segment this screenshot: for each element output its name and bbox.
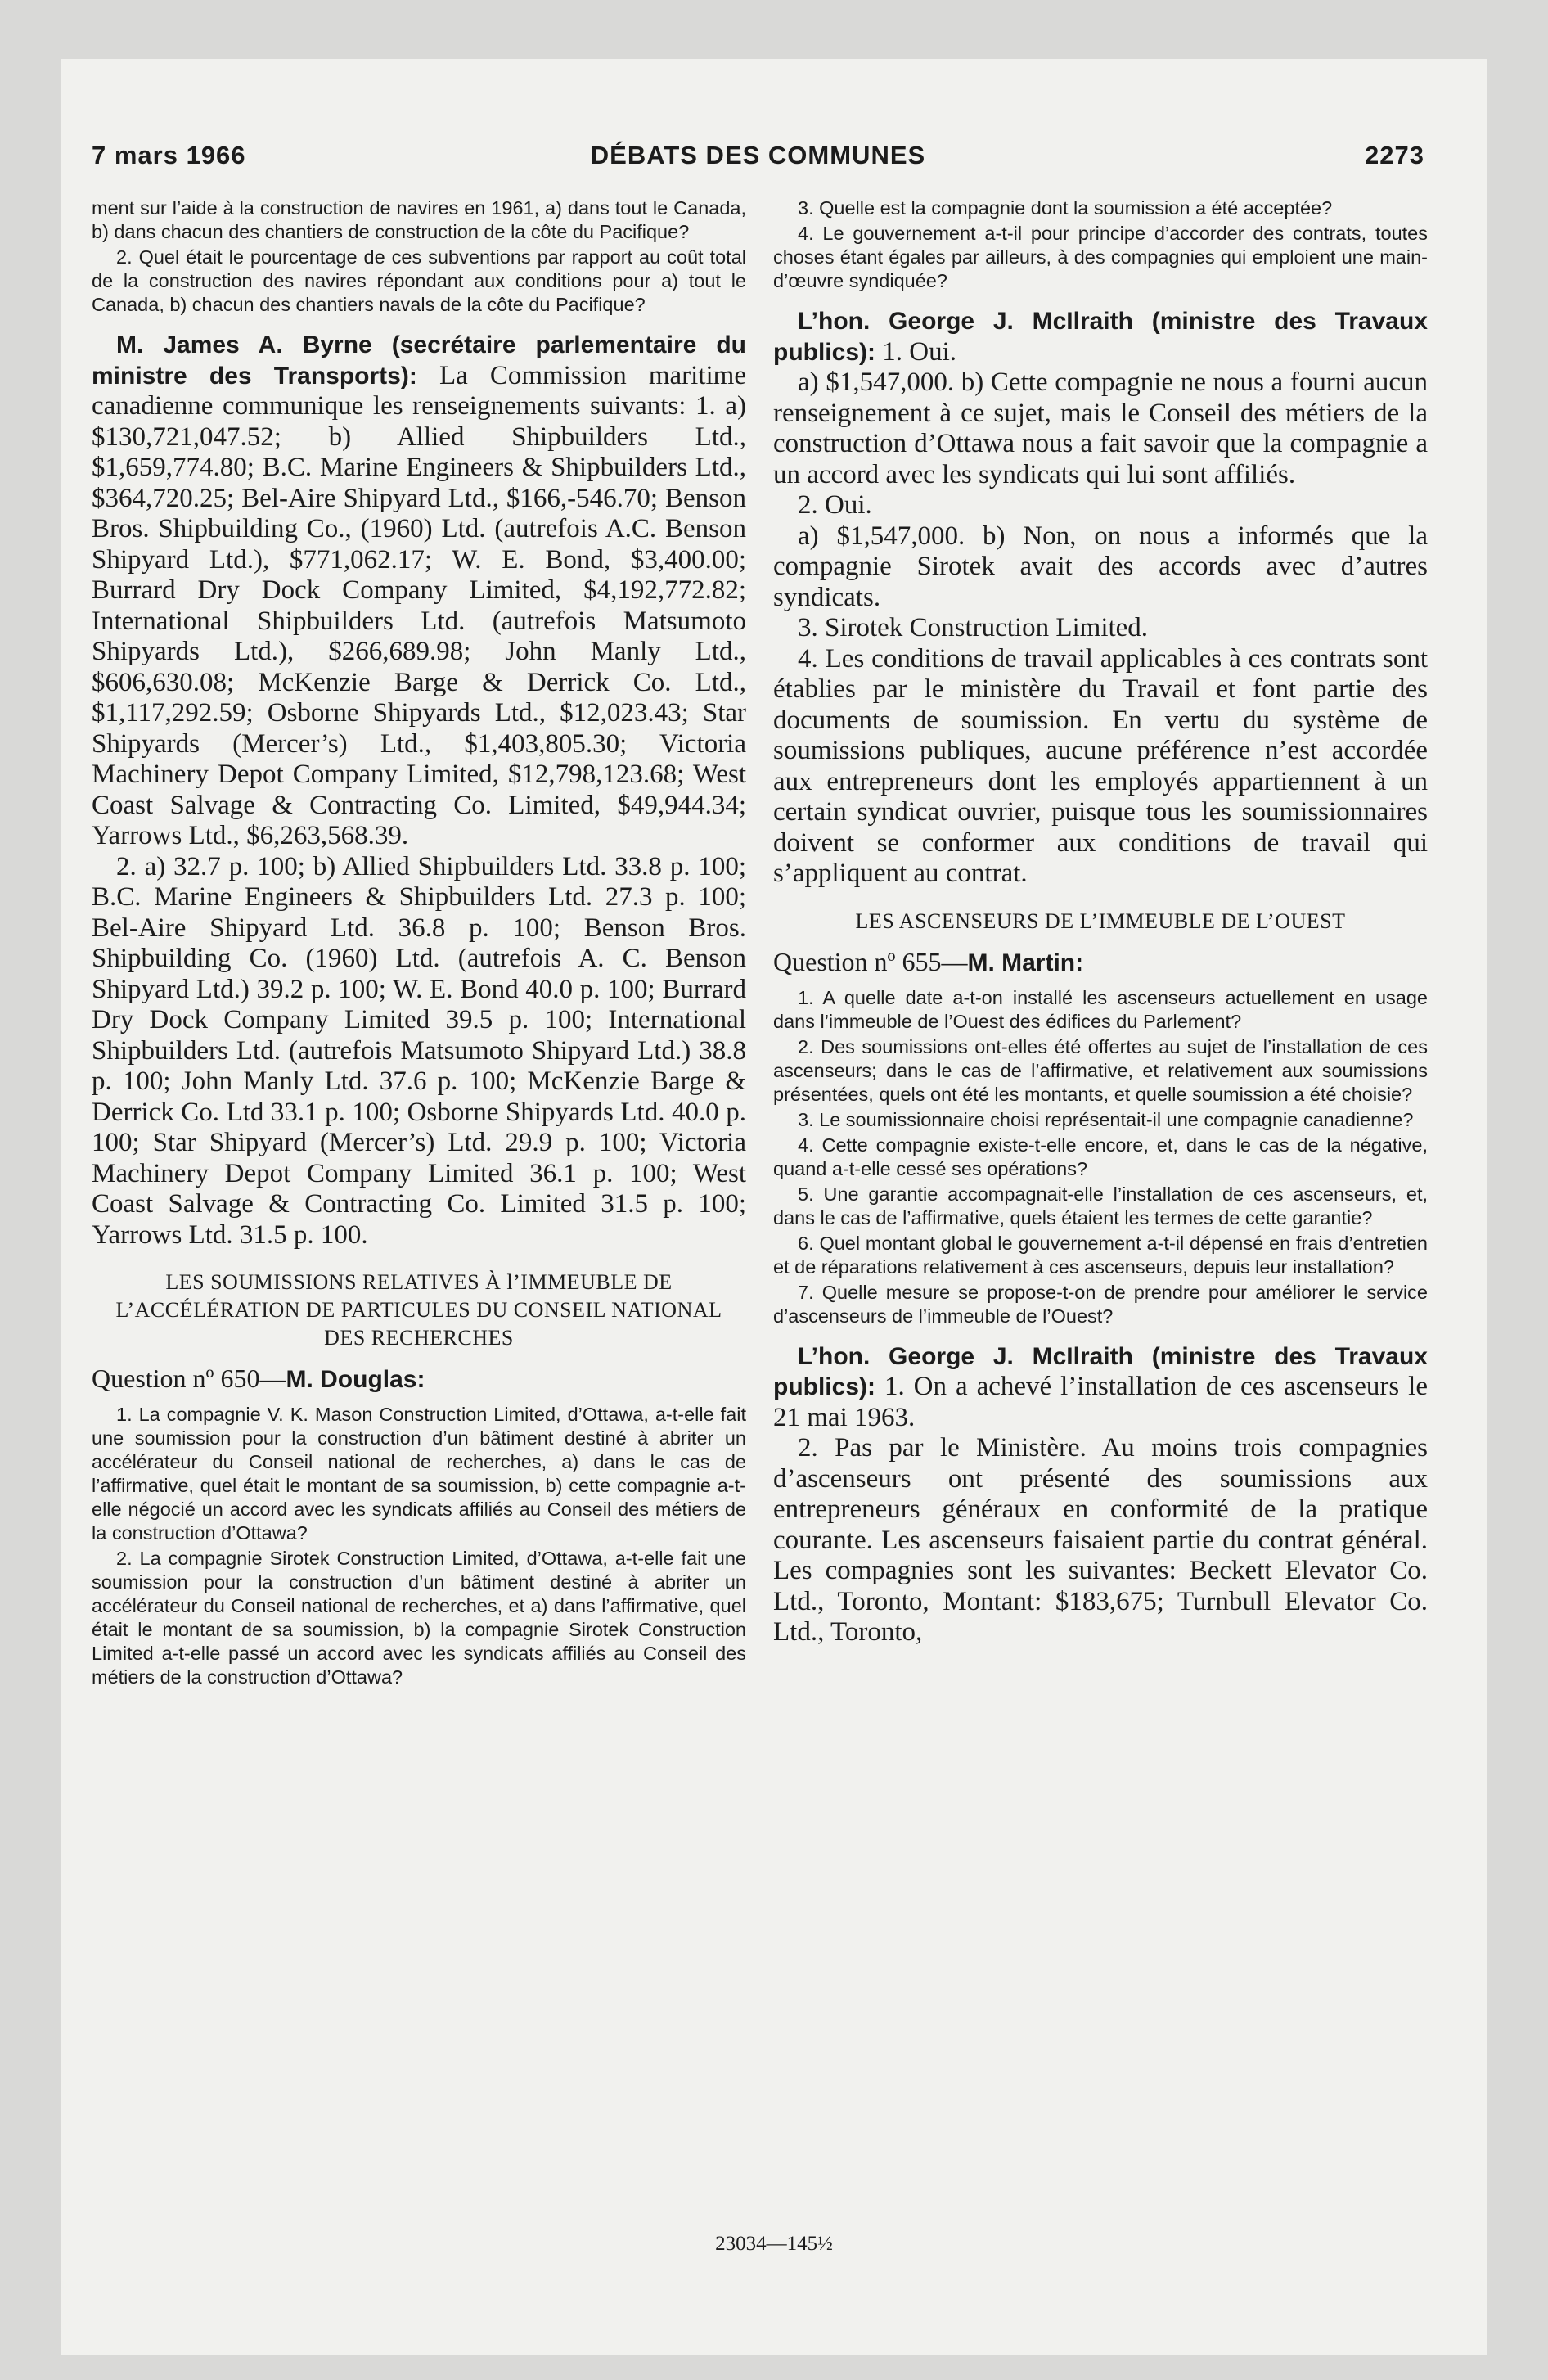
answer-1-text: La Commission maritime canadienne communique les renseignements suivants: 1. a) $130,721,047.52; b) Allied Shipbuilders Ltd., $1,659,774.80; B.C. Marine Engineers & Shipbuilders Ltd., $364,720.25; Bel-Aire Shipyard Ltd., $166,-546.70; Benson Bros. Shipbuilding Co., (1960) Ltd. (autrefois A.C. Benson Shipyard Ltd.), $771,062.17; W. E. Bond, $3,400.00; Burrard Dry Dock Company Limited, $4,192,772.82; International Shipbuilders Ltd. (autrefois Matsumoto Shipyards Ltd.), $266,689.98; John Manly Ltd., $606,630.08; McKenzie Barge & Derrick Co. Ltd., $1,117,292.59; Osborne Shipyards Ltd., $12,023.43; Star Shipyards (Mercer’s) Ltd., $1,403,805.30; Victoria Machinery Depot Company Limited, $12,798,123.68; West Coast Salvage & Contracting Co. Limited, $49,944.34; Yarrows Ltd., $6,263,568.39. (92, 360, 746, 850)
question-continuation: ment sur l’aide à la construction de navires en 1961, a) dans tout le Canada, b) dans chacun des chantiers de construction de la côte du Pacifique? (92, 197, 746, 242)
answer-mcilraith-1 (773, 306, 1428, 367)
question-655-6: 6. Quel montant global le gouvernement a-t-il dépensé en frais d’entretien et de réparations relativement à ces ascenseurs, depuis leur installation? (773, 1232, 1428, 1278)
section-title-accelerateur: LES SOUMISSIONS RELATIVES À l’IMMEUBLE DE L’ACCÉLÉRATION DE PARTICULES DU CONSEIL NATIONAL DES RECHERCHES (115, 1270, 722, 1350)
question-655-3: 3. Le soumissionnaire choisi représentait-il une compagnie canadienne? (798, 1108, 1414, 1130)
answer-1a: a) $1,547,000. b) Cette compagnie ne nous a fourni aucun renseignement à ce sujet, mais le Conseil des métiers de la construction d’Ottawa nous a fait savoir que la compagnie a un accord avec les syndicats qui lui sont affiliés. (773, 367, 1428, 489)
answer-mcilraith-2 (773, 1341, 1428, 1434)
answer-4: 4. Les conditions de travail applicables à ces contrats sont établies par le ministère du Travail et font partie des documents de soumission. En vertu du système de soumissions publiques, aucune préférence n’est accordée aux entrepreneurs dont les employés appartiennent à un certain syndicat ouvrier, puisque tous les soumissionnaires doivent se conformer aux conditions de travail qui s’appliquent au contrat. (773, 643, 1428, 888)
speaker-byrne: M. James A. Byrne (secrétaire parlementaire du ministre des Transports): (92, 331, 746, 390)
speaker-mcilraith-2: L’hon. George J. McIlraith (ministre des Travaux publics): (773, 1342, 1428, 1400)
left-column (92, 196, 746, 1691)
question-3: 3. Quelle est la compagnie dont la soumission a été acceptée? (798, 197, 1333, 219)
section-title-ascenseurs: LES ASCENSEURS DE L’IMMEUBLE DE L’OUEST (855, 908, 1346, 933)
page-footer-code: 23034—145½ (715, 2233, 833, 2255)
header-page-number: 2273 (1365, 141, 1424, 169)
question-650-1: 1. La compagnie V. K. Mason Construction Limited, d’Ottawa, a-t-elle fait une soumission pour la construction d’un bâtiment destiné à abriter un accélérateur du Conseil national de recherches, a) dans le cas de l’affirmative, quel était le montant de sa soumission, b) cette compagnie a-t-elle négocié un accord avec les syndicats affiliés au Conseil des métiers de la construction d’Ottawa? (92, 1404, 746, 1544)
answer-655-2: 2. Pas par le Ministère. Au moins trois compagnies d’ascenseurs ont présenté des soumissions aux entrepreneurs généraux en conformité de la pratique courante. Les ascenseurs faisaient partie du contrat général. Les compagnies sont les suivantes: Beckett Elevator Co. Ltd., Toronto, Montant: $183,675; Turnbull Elevator Co. Ltd., Toronto, (773, 1433, 1428, 1647)
question-label: Question nº 650— (92, 1364, 286, 1393)
answer-3: 3. Sirotek Construction Limited. (798, 613, 1149, 642)
answer-byrne (92, 330, 746, 852)
question-655-2: 2. Des soumissions ont-elles été offertes au sujet de l’installation de ces ascenseurs; dans le cas de l’affirmative, et relativement aux soumissions présentées, quels ont été les montants, et quelle soumission a été choisie? (773, 1035, 1428, 1105)
answer-2a: a) $1,547,000. b) Non, on nous a informés que la compagnie Sirotek avait des accords avec d’autres syndicats. (773, 521, 1428, 612)
question-2: 2. Quel était le pourcentage de ces subventions par rapport au coût total de la construction des navires répondant aux conditions pour a) tout le Canada, b) chacun des chantiers navals de la côte du Pacifique? (92, 246, 746, 315)
question-655-1: 1. A quelle date a-t-on installé les ascenseurs actuellement en usage dans l’immeuble de l’Ouest des édifices du Parlement? (773, 986, 1428, 1032)
answer-oui-2: 2. Oui. (798, 490, 872, 520)
question-4: 4. Le gouvernement a-t-il pour principe d’accorder des contrats, toutes choses étant égales par ailleurs, à des compagnies qui emploient une main-d’œuvre syndiquée? (773, 223, 1428, 291)
question-asker: M. Martin: (967, 949, 1084, 976)
question-655-heading (773, 945, 1428, 980)
answer-2-text: 2. a) 32.7 p. 100; b) Allied Shipbuilders Ltd. 33.8 p. 100; B.C. Marine Engineers & Shipbuilders Ltd. 27.3 p. 100; Bel-Aire Shipyard Ltd. 36.8 p. 100; Benson Bros. Shipbuilding Co. (1960) Ltd. (autrefois A. C. Benson Shipyard Ltd.) 39.2 p. 100; W. E. Bond 40.0 p. 100; Burrard Dry Dock Company Limited 39.5 p. 100; International Shipbuilders Ltd. (autrefois Matsumoto Shipyard Ltd.) 38.8 p. 100; John Manly Ltd. 37.6 p. 100; McKenzie Barge & Derrick Co. Ltd 33.1 p. 100; Osborne Shipyards Ltd. 40.0 p. 100; Star Shipyard (Mercer’s) Ltd. 29.9 p. 100; Victoria Machinery Depot Company Limited 36.1 p. 100; West Coast Salvage & Contracting Co. Limited 31.5 p. 100; Yarrows Ltd. 31.5 p. 100. (92, 851, 746, 1250)
header-title: DÉBATS DES COMMUNES (590, 141, 926, 169)
question-650-heading (92, 1362, 746, 1396)
answer-655-1: 1. On a achevé l’installation de ces ascenseurs le 21 mai 1963. (773, 1372, 1429, 1432)
question-label: Question nº 655— (773, 946, 968, 976)
answer-oui-1: 1. Oui. (882, 336, 956, 367)
header-date: 7 mars 1966 (92, 141, 246, 169)
right-column (773, 196, 1428, 1648)
question-asker: M. Douglas: (286, 1366, 425, 1393)
question-655-7: 7. Quelle mesure se propose-t-on de prendre pour améliorer le service d’ascenseurs de l’immeuble de l’Ouest? (773, 1281, 1428, 1327)
speaker-mcilraith: L’hon. George J. McIlraith (ministre des Travaux publics): (773, 308, 1428, 366)
page-header (92, 141, 1424, 174)
question-655-5: 5. Une garantie accompagnait-elle l’installation de ces ascenseurs, et, dans le cas de l’affirmative, quels étaient les termes de cette garantie? (773, 1183, 1428, 1228)
question-655-4: 4. Cette compagnie existe-t-elle encore, et, dans le cas de la négative, quand a-t-elle cessé ses opérations? (773, 1134, 1428, 1179)
question-650-2: 2. La compagnie Sirotek Construction Limited, d’Ottawa, a-t-elle fait une soumission pour la construction d’un bâtiment destiné à abriter un accélérateur du Conseil national de recherches, et a) dans l’affirmative, quel était le montant de sa soumission, b) la compagnie Sirotek Construction Limited a-t-elle passé un accord avec les syndicats affiliés au Conseil des métiers de la construction d’Ottawa? (92, 1548, 746, 1688)
